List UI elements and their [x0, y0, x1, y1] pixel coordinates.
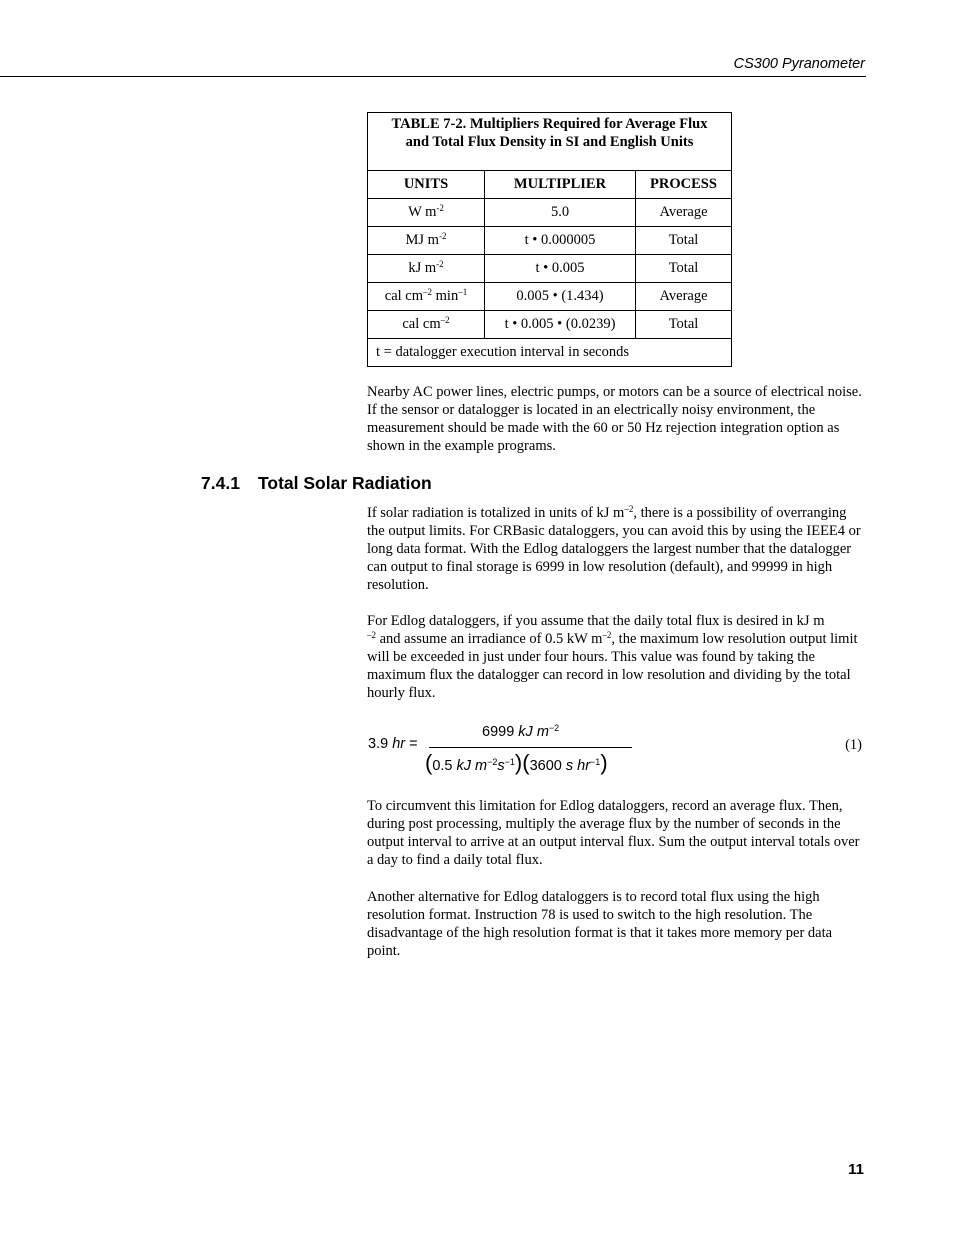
- units-cell: kJ $m^{-2}$: [368, 255, 485, 283]
- units-cell: cal $cm^{-2}$ $\min^{-1}$: [368, 283, 485, 311]
- equation-1: [367, 720, 867, 780]
- running-header: CS300 Pyranometer: [733, 56, 865, 72]
- multiplier-cell: t • 0.005 • (0.0239): [485, 311, 636, 339]
- multipliers-table: [367, 112, 732, 367]
- paragraph-totalize: If solar radiation is totalized in units of kJ $m^{-2}$, there is a possibility of overranging the output limits. For CRBasic dataloggers, you can avoid this by using the IEEE4 or long data format. With the Edlog dataloggers the largest number that the datalogger can output to final storage is 6999 in low resolution (default), and 99999 in high resolution.: [367, 504, 861, 593]
- units-cell: W $m^{-2}$: [368, 199, 485, 227]
- units-cell: MJ $m^{-2}$: [368, 227, 485, 255]
- equation-denominator: (0.5 kJ $m^{-2}s^{-1})(3600$ s $hr^{-1}$): [425, 750, 608, 775]
- table-caption-line2: and Total Flux Density in SI and English Units: [405, 134, 694, 150]
- table-row: [368, 227, 732, 255]
- multiplier-cell: t • 0.000005: [485, 227, 636, 255]
- process-cell: Total: [636, 255, 732, 283]
- process-cell: Total: [636, 311, 732, 339]
- process-cell: Average: [636, 199, 732, 227]
- paragraph-noise: Nearby AC power lines, electric pumps, or motors can be a source of electrical noise. If the sensor or datalogger is located in an electrically noisy environment, the measurement should be made with the 60 or 50 Hz rejection integration option as shown in the example programs.: [367, 384, 862, 454]
- units-cell: cal $cm^{-2}$: [368, 311, 485, 339]
- section-heading: [201, 473, 432, 494]
- paragraph-edlog: For Edlog dataloggers, if you assume that the daily total flux is desired in kJ m $^{-2}$ and assume an irradiance of 0.5 kW $m^{-2}$, the maximum low resolution output limit will be exceeded in just under four hours. This value was found by taking the maximum flux the datalogger can record in low resolution and dividing by the total hourly flux.: [367, 613, 858, 701]
- equation-numerator: 6999 kJ $m^{-2}$: [482, 723, 560, 740]
- multiplier-cell: 0.005 • (1.434): [485, 283, 636, 311]
- section-number: 7.4.1: [201, 473, 240, 493]
- table-row: [368, 311, 732, 339]
- table-row: [368, 255, 732, 283]
- column-header-multiplier: MULTIPLIER: [485, 171, 636, 199]
- column-header-process: PROCESS: [636, 171, 732, 199]
- header-rule: [0, 76, 866, 77]
- process-cell: Total: [636, 227, 732, 255]
- paragraph-alternative: Another alternative for Edlog dataloggers is to record total flux using the high resolution format. Instruction 78 is used to switch to the high resolution. The disadvantage of the high resolution format is that it takes more memory per data point.: [367, 889, 833, 959]
- fraction-bar: [429, 747, 632, 748]
- multiplier-cell: 5.0: [485, 199, 636, 227]
- paragraph-circumvent: To circumvent this limitation for Edlog dataloggers, record an average flux. Then, during post processing, multiply the average flux by the number of seconds in the output interval to arrive at an output interval flux. Sum the output interval totals over a day to find a daily total flux.: [367, 798, 860, 868]
- table-caption: [368, 113, 732, 171]
- table-footnote: t = datalogger execution interval in seconds: [368, 339, 732, 367]
- page-number: 11: [848, 1161, 864, 1178]
- column-header-units: UNITS: [368, 171, 485, 199]
- table-row: [368, 283, 732, 311]
- multiplier-cell: t • 0.005: [485, 255, 636, 283]
- process-cell: Average: [636, 283, 732, 311]
- equation-number: (1): [845, 737, 862, 753]
- table-header-row: [368, 171, 732, 199]
- table-caption-line1: TABLE 7-2. Multipliers Required for Average Flux: [391, 116, 708, 132]
- section-title: Total Solar Radiation: [258, 473, 432, 493]
- equation-lhs: 3.9 hr =: [368, 736, 418, 752]
- table-row: [368, 199, 732, 227]
